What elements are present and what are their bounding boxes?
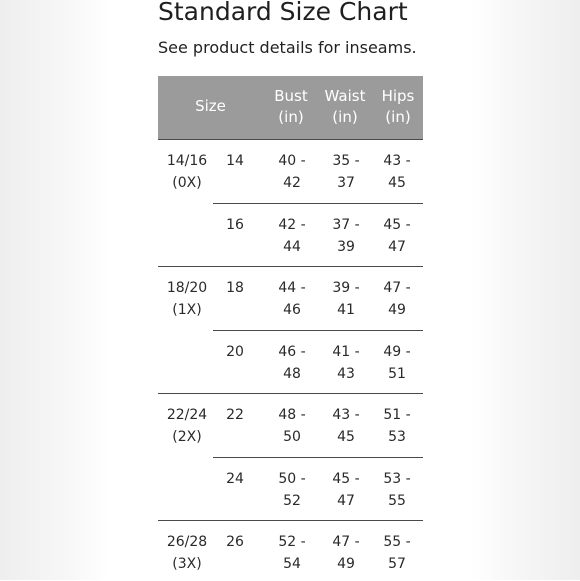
hips-max: 47: [388, 239, 406, 255]
size-group: [158, 139, 423, 267]
hips-min: 45 -: [383, 217, 411, 233]
header-hips-unit: (in): [385, 108, 411, 126]
waist-max: 45: [337, 429, 355, 445]
group-plus-size: (1X): [172, 302, 202, 318]
bust-max: 50: [283, 429, 301, 445]
waist-cell: [321, 531, 371, 575]
bust-max: 44: [283, 239, 301, 255]
table-row: [213, 394, 423, 457]
group-plus-size: (3X): [172, 556, 202, 572]
bust-min: 40 -: [278, 153, 306, 169]
waist-cell: [321, 150, 371, 194]
hips-cell: [373, 277, 421, 321]
hips-cell: [373, 404, 421, 448]
hips-max: 51: [388, 366, 406, 382]
waist-min: 39 -: [332, 280, 360, 296]
bust-min: 44 -: [278, 280, 306, 296]
right-background-fade: [470, 0, 580, 580]
page-title: Standard Size Chart: [158, 0, 408, 26]
waist-min: 37 -: [332, 217, 360, 233]
group-plus-size: (0X): [172, 175, 202, 191]
bust-cell: [269, 277, 315, 321]
hips-max: 45: [388, 175, 406, 191]
hips-max: 57: [388, 556, 406, 572]
size-cell: 14: [226, 153, 244, 169]
hips-min: 55 -: [383, 534, 411, 550]
waist-min: 43 -: [332, 407, 360, 423]
hips-min: 49 -: [383, 344, 411, 360]
size-cell: 24: [226, 471, 244, 487]
table-header: [158, 76, 423, 139]
waist-cell: [321, 214, 371, 258]
bust-cell: [269, 468, 315, 512]
hips-cell: [373, 468, 421, 512]
waist-cell: [321, 341, 371, 385]
group-range: 14/16: [166, 153, 208, 169]
waist-max: 49: [337, 556, 355, 572]
bust-cell: [269, 214, 315, 258]
header-waist: [320, 86, 370, 128]
waist-cell: [321, 404, 371, 448]
hips-min: 53 -: [383, 471, 411, 487]
size-cell: 20: [226, 344, 244, 360]
size-cell: 18: [226, 280, 244, 296]
waist-min: 47 -: [332, 534, 360, 550]
waist-max: 41: [337, 302, 355, 318]
table-row: [213, 521, 423, 581]
group-range: 18/20: [166, 280, 208, 296]
group-label: [158, 277, 216, 321]
table-row: [213, 267, 423, 330]
bust-min: 52 -: [278, 534, 306, 550]
bust-cell: [269, 150, 315, 194]
bust-min: 42 -: [278, 217, 306, 233]
waist-min: 45 -: [332, 471, 360, 487]
group-label: [158, 531, 216, 575]
waist-cell: [321, 277, 371, 321]
bust-max: 46: [283, 302, 301, 318]
header-bust-unit: (in): [278, 108, 304, 126]
header-bust-label: Bust: [274, 87, 308, 105]
header-waist-label: Waist: [324, 87, 366, 105]
page-subtitle: See product details for inseams.: [158, 38, 417, 57]
waist-max: 37: [337, 175, 355, 191]
hips-cell: [373, 531, 421, 575]
bust-max: 42: [283, 175, 301, 191]
bust-min: 46 -: [278, 344, 306, 360]
left-background-fade: [0, 0, 110, 580]
bust-max: 52: [283, 493, 301, 509]
hips-cell: [373, 341, 421, 385]
bust-min: 48 -: [278, 407, 306, 423]
hips-cell: [373, 150, 421, 194]
header-waist-unit: (in): [332, 108, 358, 126]
bust-cell: [269, 531, 315, 575]
waist-cell: [321, 468, 371, 512]
header-bust: [268, 86, 314, 128]
table-row: [213, 457, 423, 521]
size-group: [158, 266, 423, 394]
bust-cell: [269, 404, 315, 448]
bust-cell: [269, 341, 315, 385]
header-hips: [374, 86, 422, 128]
group-range: 22/24: [166, 407, 208, 423]
header-hips-label: Hips: [381, 87, 415, 105]
hips-min: 47 -: [383, 280, 411, 296]
hips-cell: [373, 214, 421, 258]
size-cell: 22: [226, 407, 244, 423]
hips-max: 49: [388, 302, 406, 318]
hips-max: 55: [388, 493, 406, 509]
table-row: [213, 330, 423, 394]
bust-min: 50 -: [278, 471, 306, 487]
size-cell: 26: [226, 534, 244, 550]
size-group: [158, 393, 423, 521]
header-size: Size: [195, 97, 226, 115]
group-label: [158, 404, 216, 448]
bust-max: 48: [283, 366, 301, 382]
size-group: [158, 520, 423, 581]
hips-min: 43 -: [383, 153, 411, 169]
hips-max: 53: [388, 429, 406, 445]
table-row: [213, 140, 423, 203]
waist-max: 39: [337, 239, 355, 255]
waist-min: 35 -: [332, 153, 360, 169]
waist-max: 47: [337, 493, 355, 509]
hips-min: 51 -: [383, 407, 411, 423]
bust-max: 54: [283, 556, 301, 572]
size-cell: 16: [226, 217, 244, 233]
group-label: [158, 150, 216, 194]
waist-max: 43: [337, 366, 355, 382]
group-range: 26/28: [166, 534, 208, 550]
group-plus-size: (2X): [172, 429, 202, 445]
waist-min: 41 -: [332, 344, 360, 360]
table-row: [213, 203, 423, 267]
